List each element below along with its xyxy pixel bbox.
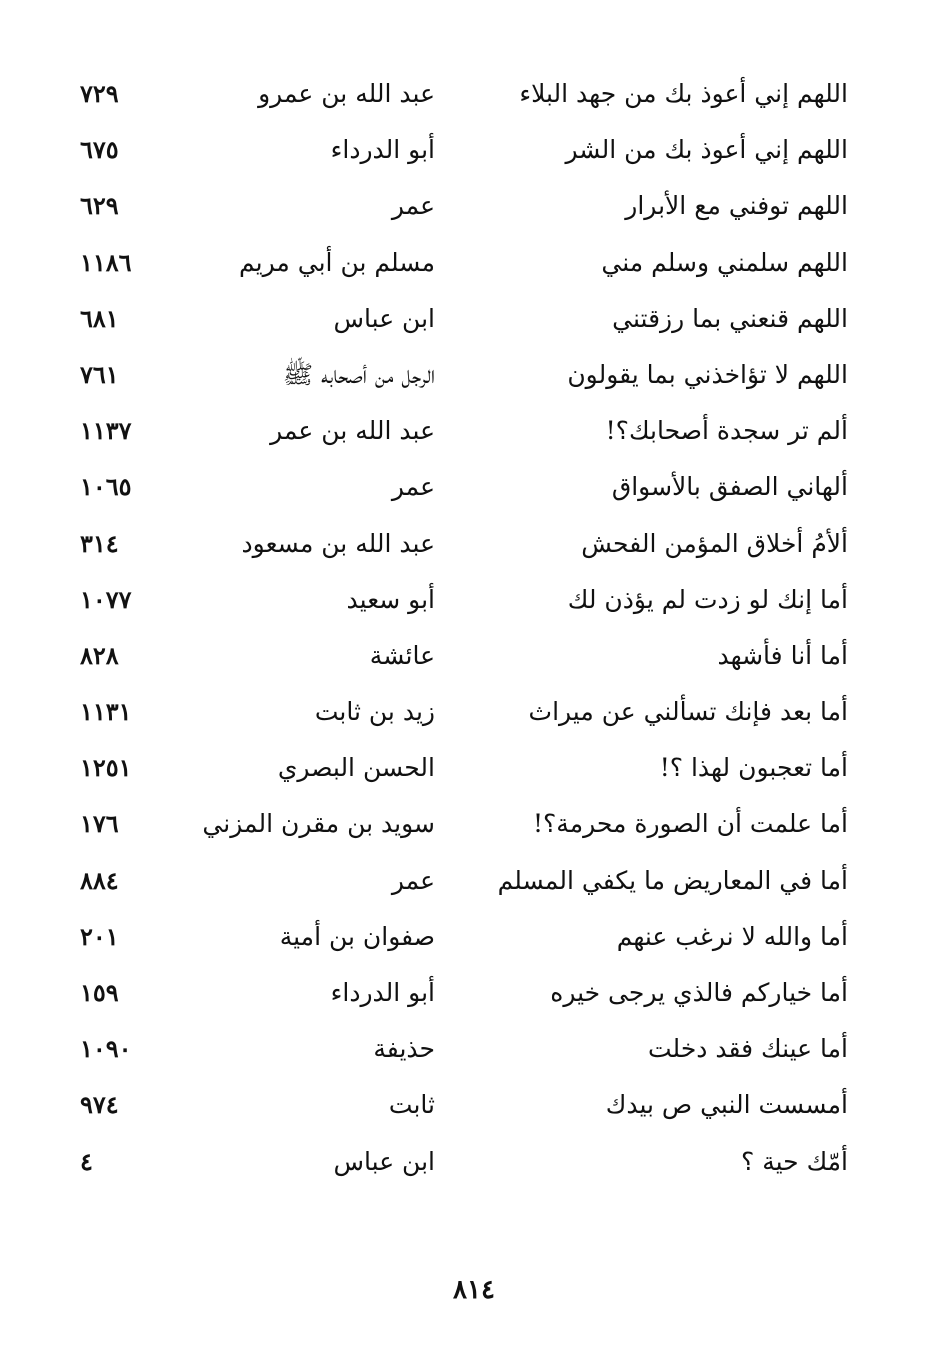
table-row <box>70 1136 860 1192</box>
narrator-name: عائشة <box>369 640 435 670</box>
table-row <box>70 911 860 967</box>
hadith-phrase: أمّك حية ؟ <box>741 1146 848 1176</box>
narrator-name: ثابت <box>388 1090 435 1120</box>
narrator-name: ابن عباس <box>333 303 435 333</box>
reference-number: ٧٦١ <box>80 359 119 389</box>
table-row <box>70 1023 860 1079</box>
hadith-phrase: أما والله لا نرغب عنهم <box>616 921 848 951</box>
narrator-name: عبد الله بن مسعود <box>241 528 435 558</box>
table-row <box>70 630 860 686</box>
hadith-phrase: اللهم لا تؤاخذني بما يقولون <box>567 359 848 389</box>
hadith-phrase: أما أنا فأشهد <box>717 640 848 670</box>
reference-number: ٦٨١ <box>80 303 119 333</box>
reference-number: ١٠٧٧ <box>80 584 132 614</box>
reference-number: ٨٨٤ <box>80 865 119 895</box>
table-row <box>70 405 860 461</box>
table-row <box>70 855 860 911</box>
table-row <box>70 237 860 293</box>
narrator-name: الحسن البصري <box>277 753 435 783</box>
narrator-name: صفوان بن أمية <box>279 921 435 951</box>
narrator-name: حذيفة <box>373 1034 435 1064</box>
hadith-phrase: اللهم إني أعوذ بك من جهد البلاء <box>519 79 848 108</box>
table-row <box>70 574 860 630</box>
hadith-phrase: أما في المعاريض ما يكفي المسلم <box>497 865 848 895</box>
hadith-phrase: ألم تر سجدة أصحابك؟! <box>605 416 848 446</box>
narrator-name: عمر <box>391 191 435 221</box>
table-row <box>70 1079 860 1135</box>
narrator-name: عبد الله بن عمرو <box>258 79 435 108</box>
page-number: ٨١٤ <box>453 1275 495 1305</box>
reference-number: ٤ <box>80 1146 93 1176</box>
hadith-phrase: أما علمت أن الصورة محرمة؟! <box>532 809 848 839</box>
table-row <box>70 461 860 517</box>
reference-number: ١١٨٦ <box>80 247 132 277</box>
hadith-phrase: أمسست النبي ص بيدك <box>605 1090 848 1120</box>
reference-number: ٧٢٩ <box>80 79 119 108</box>
reference-number: ١٢٥١ <box>80 753 132 783</box>
reference-number: ٣١٤ <box>80 528 119 558</box>
table-row <box>70 349 860 405</box>
hadith-phrase: أما عينك فقد دخلت <box>648 1034 848 1064</box>
narrator-name: ابن عباس <box>333 1146 435 1176</box>
hadith-phrase: اللهم سلمني وسلم مني <box>601 247 848 277</box>
table-row <box>70 180 860 236</box>
index-table <box>70 68 860 1192</box>
narrator-name: الرجل من أصحابه ﷺ <box>282 359 435 389</box>
narrator-name: عمر <box>391 865 435 895</box>
hadith-phrase: اللهم إني أعوذ بك من الشر <box>565 135 848 165</box>
narrator-name: عمر <box>391 472 435 502</box>
narrator-name: أبو الدرداء <box>330 135 435 165</box>
reference-number: ١٥٩ <box>80 978 119 1007</box>
reference-number: ٨٢٨ <box>80 640 119 670</box>
table-row <box>70 967 860 1023</box>
reference-number: ٢٠١ <box>80 921 119 951</box>
narrator-name: مسلم بن أبي مريم <box>239 247 435 277</box>
table-row <box>70 518 860 574</box>
hadith-phrase: اللهم قنعني بما رزقتني <box>612 303 848 333</box>
narrator-name: سويد بن مقرن المزني <box>202 809 435 839</box>
reference-number: ١١٣٧ <box>80 416 132 446</box>
table-row <box>70 68 860 124</box>
reference-number: ١١٣١ <box>80 697 132 727</box>
reference-number: ٦٧٥ <box>80 135 119 165</box>
narrator-name: أبو الدرداء <box>330 978 435 1007</box>
hadith-phrase: أما خياركم فالذي يرجى خيره <box>550 978 848 1007</box>
hadith-phrase: أما بعد فإنك تسألني عن ميراث <box>528 697 848 727</box>
reference-number: ١٠٩٠ <box>80 1034 132 1064</box>
hadith-phrase: أما تعجبون لهذا ؟! <box>659 753 848 783</box>
table-row <box>70 293 860 349</box>
narrator-name: أبو سعيد <box>346 584 435 614</box>
table-row <box>70 124 860 180</box>
table-row <box>70 686 860 742</box>
reference-number: ١٠٦٥ <box>80 472 132 502</box>
hadith-phrase: اللهم توفني مع الأبرار <box>625 191 848 221</box>
table-row <box>70 742 860 798</box>
hadith-phrase: ألهاني الصفق بالأسواق <box>611 472 848 502</box>
narrator-name: زيد بن ثابت <box>314 697 435 727</box>
table-row <box>70 798 860 854</box>
reference-number: ٦٢٩ <box>80 191 119 221</box>
hadith-phrase: ألأمُ أخلاق المؤمن الفحش <box>581 528 848 558</box>
reference-number: ٩٧٤ <box>80 1090 119 1120</box>
narrator-name: عبد الله بن عمر <box>270 416 435 446</box>
hadith-phrase: أما إنك لو زدت لم يؤذن لك <box>567 584 848 614</box>
reference-number: ١٧٦ <box>80 809 119 839</box>
